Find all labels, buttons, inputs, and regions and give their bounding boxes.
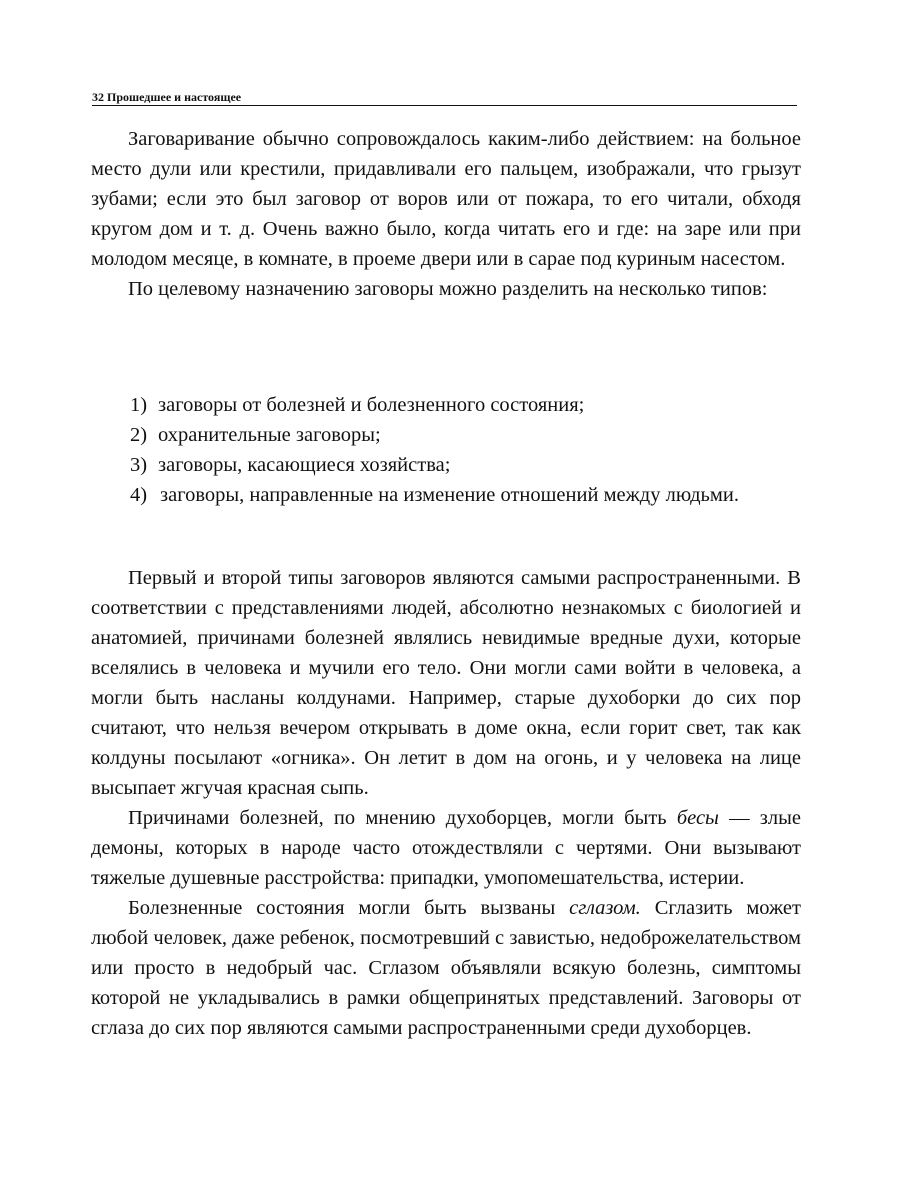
text-block-bottom (91, 563, 801, 1043)
list-item-text: заговоры, касающиеся хозяйства; (158, 454, 451, 476)
term-sglaz: сглазом. (569, 897, 641, 919)
paragraph-demons-end: — злые демоны, которых в народе часто отождествляли с чертями. Они вызывают тяжелые душевные расстройства: припадки, умопомешательства, истерии. (91, 807, 801, 889)
paragraph-evil-eye-end: Сглазить может любой человек, даже ребенок, посмотревший с завистью, недоброжелательством или просто в недобрый час. Сглазом объявляли всякую болезнь, симптомы которой не укладывались в рамки общепринятых представлений. Заговоры от сглаза до сих пор являются самыми распространенными среди духоборцев. (91, 897, 801, 1039)
paragraph-demons-start: Причинами болезней, по мнению духоборцев, могли быть (128, 807, 677, 829)
running-header (92, 90, 797, 106)
text-block-top (91, 124, 801, 304)
list-item (130, 420, 770, 450)
list-item-number: 3) (130, 454, 148, 476)
list-item-number: 1) (130, 394, 148, 416)
paragraph-common-types: Первый и второй типы заговоров являются самыми распространенными. В соответствии с представлениями людей, абсолютно незнакомых с биологией и анатомией, причинами болезней являлись невидимые вредные духи, которые вселялись в человека и мучили его тело. Они могли сами войти в человека, а могли быть насланы колдунами. Например, старые духоборки до сих пор считают, что нельзя вечером открывать в доме окна, если горит свет, так как колдуны посылают «огника». Он летит в дом на огонь, и у человека на лице высыпает жгучая красная сыпь. (91, 567, 801, 799)
list-item-number: 4) (130, 484, 148, 506)
list-item (130, 390, 770, 420)
paragraph-types-intro: По целевому назначению заговоры можно разделить на несколько типов: (128, 278, 768, 300)
list-item (130, 450, 770, 480)
term-besy: бесы (676, 807, 719, 829)
list-item-number: 2) (130, 424, 148, 446)
paragraph-demons (91, 803, 801, 893)
paragraph-evil-eye (91, 893, 801, 1043)
list-item-text: охранительные заговоры; (158, 424, 381, 446)
list-item (130, 480, 770, 510)
paragraph-conjuring-actions: Заговаривание обычно сопровождалось каким-либо действием: на больное место дули или крестили, придавливали его пальцем, изображали, что грызут зубами; если это был заговор от воров или от пожара, то его читали, обходя кругом дом и т. д. Очень важно было, когда читать его и где: на заре или при молодом месяце, в комнате, в проеме двери или в сарае под куриным насестом. (91, 128, 801, 270)
running-header-title: 32 Прошедшее и настоящее (92, 90, 242, 104)
paragraph-evil-eye-start: Болезненные состояния могли быть вызваны (128, 897, 570, 919)
conspiracy-types-list (130, 390, 770, 510)
list-item-text: заговоры от болезней и болезненного состояния; (158, 394, 585, 416)
list-item-text: заговоры, направленные на изменение отношений между людьми. (160, 484, 739, 506)
